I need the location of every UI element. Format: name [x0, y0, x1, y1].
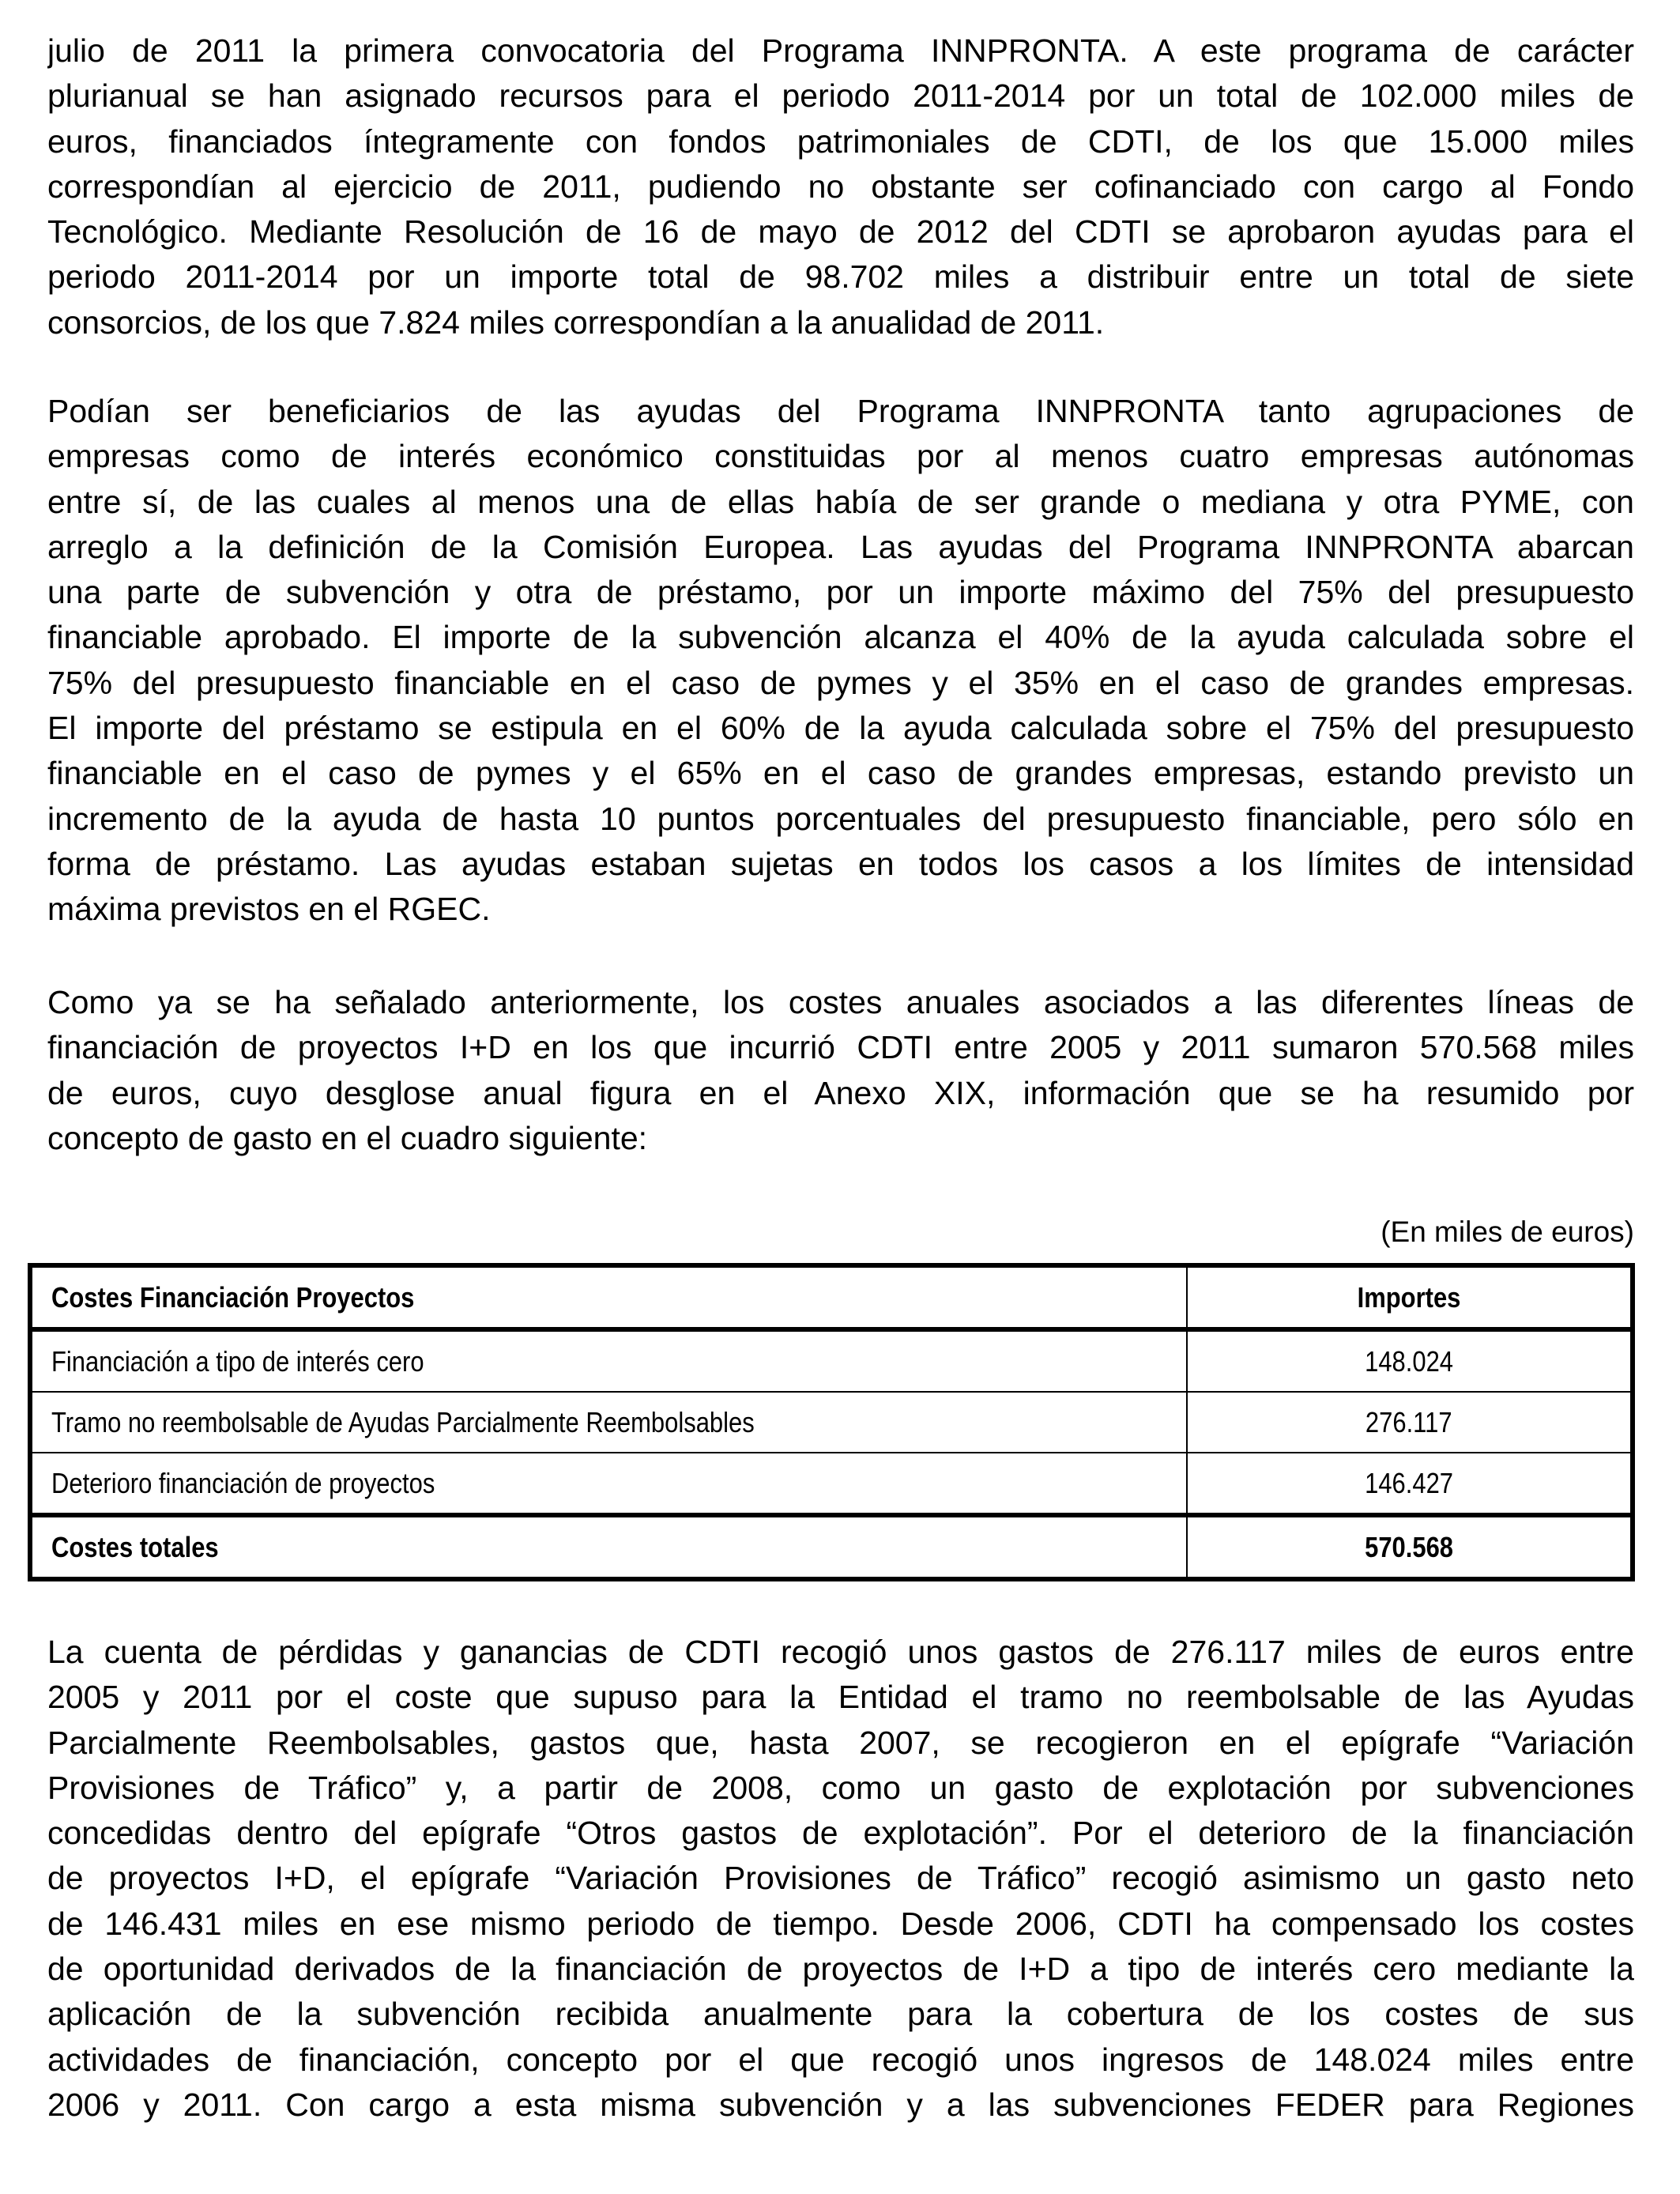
- text-line: 2006 y 2011. Con cargo a esta misma subvención y a las subvenciones FEDER para Regiones: [47, 2086, 1634, 2123]
- text-line: periodo 2011-2014 por un importe total de 98.702 miles a distribuir entre un total de siete: [47, 258, 1634, 296]
- text-line: financiación de proyectos I+D en los que incurrió CDTI entre 2005 y 2011 sumaron 570.568 miles: [47, 1029, 1634, 1066]
- table-header-row: [30, 1265, 1633, 1329]
- text-line: forma de préstamo. Las ayudas estaban sujetas en todos los casos a los límites de intensidad: [47, 845, 1634, 882]
- text-line: julio de 2011 la primera convocatoria del Programa INNPRONTA. A este programa de carácter: [47, 32, 1634, 69]
- text-line: de proyectos I+D, el epígrafe “Variación Provisiones de Tráfico” recogió asimismo un gasto neto: [47, 1860, 1634, 1897]
- total-amount: 570.568: [1187, 1515, 1633, 1579]
- text-line: de euros, cuyo desglose anual figura en el Anexo XIX, información que se ha resumido por: [47, 1074, 1634, 1111]
- text-line: correspondían al ejercicio de 2011, pudiendo no obstante ser cofinanciado con cargo al Fondo: [47, 168, 1634, 205]
- header-amount: Importes: [1187, 1265, 1633, 1329]
- total-concept: Costes totales: [30, 1515, 1187, 1579]
- table-row: [30, 1453, 1633, 1515]
- text-line: de oportunidad derivados de la financiación de proyectos de I+D a tipo de interés cero mediante la: [47, 1951, 1634, 1988]
- text-line: incremento de la ayuda de hasta 10 puntos porcentuales del presupuesto financiable, pero sólo en: [47, 800, 1634, 837]
- text-line: Podían ser beneficiarios de las ayudas del Programa INNPRONTA tanto agrupaciones de: [47, 393, 1634, 429]
- row-concept: Deterioro financiación de proyectos: [30, 1453, 1187, 1515]
- paragraph-innpronta-convocatoria: [47, 28, 1634, 345]
- text-line: El importe del préstamo se estipula en el 60% de la ayuda calculada sobre el 75% del presupuesto: [47, 710, 1634, 747]
- paragraph-cuenta-perdidas-ganancias: [47, 1630, 1634, 2128]
- text-line: entre sí, de las cuales al menos una de ellas había de ser grande o mediana y otra PYME, con: [47, 483, 1634, 520]
- row-concept: Tramo no reembolsable de Ayudas Parcialmente Reembolsables: [30, 1392, 1187, 1453]
- text-line: actividades de financiación, concepto por el que recogió unos ingresos de 148.024 miles entre: [47, 2041, 1634, 2078]
- text-line: euros, financiados íntegramente con fondos patrimoniales de CDTI, de los que 15.000 miles: [47, 123, 1634, 160]
- text-line: Tecnológico. Mediante Resolución de 16 de mayo de 2012 del CDTI se aprobaron ayudas para el: [47, 213, 1634, 251]
- row-concept: Financiación a tipo de interés cero: [30, 1329, 1187, 1392]
- row-amount: 148.024: [1187, 1329, 1633, 1392]
- text-line: financiable en el caso de pymes y el 65% en el caso de grandes empresas, estando previsto un: [47, 755, 1634, 792]
- header-concept: Costes Financiación Proyectos: [30, 1265, 1187, 1329]
- text-line: concedidas dentro del epígrafe “Otros gastos de explotación”. Por el deterioro de la financiación: [47, 1815, 1634, 1852]
- table-row: [30, 1392, 1633, 1453]
- text-line: empresas como de interés económico constituidas por al menos cuatro empresas autónomas: [47, 438, 1634, 475]
- text-line: Provisiones de Tráfico” y, a partir de 2008, como un gasto de explotación por subvenciones: [47, 1769, 1634, 1806]
- text-line: 2005 y 2011 por el coste que supuso para la Entidad el tramo no reembolsable de las Ayudas: [47, 1679, 1634, 1716]
- text-line: Como ya se ha señalado anteriormente, los costes anuales asociados a las diferentes líneas de: [47, 984, 1634, 1020]
- text-line: 75% del presupuesto financiable en el caso de pymes y el 35% en el caso de grandes empresas.: [47, 664, 1634, 701]
- paragraph-costes-anuales: [47, 980, 1634, 1161]
- costs-table: [28, 1263, 1635, 1581]
- text-line: de 146.431 miles en ese mismo periodo de tiempo. Desde 2006, CDTI ha compensado los costes: [47, 1905, 1634, 1942]
- text-line: arreglo a la definición de la Comisión Europea. Las ayudas del Programa INNPRONTA abarcan: [47, 528, 1634, 565]
- row-amount: 146.427: [1187, 1453, 1633, 1515]
- table-total-row: [30, 1515, 1633, 1579]
- row-amount: 276.117: [1187, 1392, 1633, 1453]
- text-line: financiable aprobado. El importe de la subvención alcanza el 40% de la ayuda calculada sobre el: [47, 619, 1634, 656]
- text-line: aplicación de la subvención recibida anualmente para la cobertura de los costes de sus: [47, 1996, 1634, 2033]
- paragraph-beneficiarios: [47, 389, 1634, 933]
- text-line: consorcios, de los que 7.824 miles correspondían a la anualidad de 2011.: [47, 303, 1105, 341]
- text-line: Parcialmente Reembolsables, gastos que, hasta 2007, se recogieron en el epígrafe “Variación: [47, 1724, 1634, 1761]
- text-line: plurianual se han asignado recursos para el periodo 2011-2014 por un total de 102.000 miles de: [47, 77, 1634, 115]
- text-line: una parte de subvención y otra de préstamo, por un importe máximo del 75% del presupuesto: [47, 574, 1634, 611]
- text-line: La cuenta de pérdidas y ganancias de CDTI recogió unos gastos de 276.117 miles de euros entre: [47, 1634, 1634, 1670]
- text-line: máxima previstos en el RGEC.: [47, 891, 491, 928]
- text-line: concepto de gasto en el cuadro siguiente:: [47, 1119, 648, 1156]
- table-unit-note: (En miles de euros): [1381, 1216, 1634, 1248]
- table-row: [30, 1329, 1633, 1392]
